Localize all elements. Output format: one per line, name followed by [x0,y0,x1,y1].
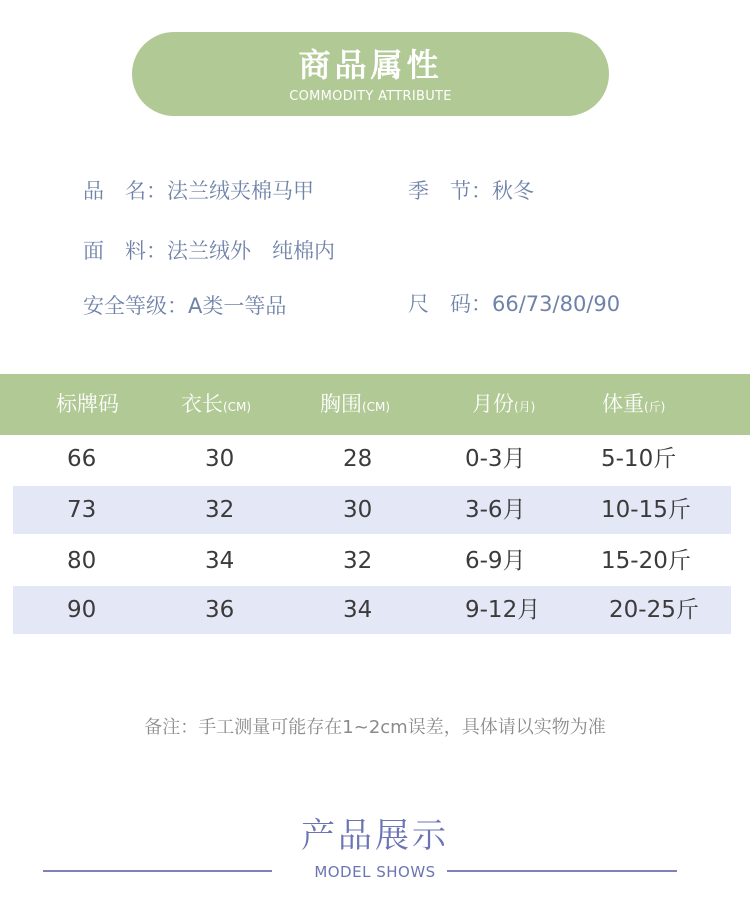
attr-fabric [83,237,335,265]
attr-value: A类一等品 [188,294,287,318]
table-cell: 15-20斤 [601,548,691,574]
attr-label: 面 料： [83,239,167,263]
section-header-attributes [132,32,609,116]
table-cell: 20-25斤 [609,597,699,623]
attr-label: 季 节： [408,179,492,203]
attr-size [408,290,620,318]
attr-label: 品 名： [83,179,167,203]
measurement-note: 备注：手工测量可能存在1~2cm误差，具体请以实物为准 [144,717,606,738]
table-cell: 66 [67,446,97,472]
table-cell: 73 [67,497,97,523]
table-cell: 3-6月 [465,497,526,523]
table-row [13,586,731,634]
table-cell: 32 [343,548,373,574]
section-title: 商品属性 [298,46,443,84]
table-header-cell: 衣长(CM) [181,392,252,416]
attr-label: 尺 码： [408,292,492,316]
attr-safety-grade [83,292,286,320]
attr-label: 安全等级： [83,294,188,318]
section-subtitle: COMMODITY ATTRIBUTE [289,89,452,104]
table-row [13,537,731,585]
table-cell: 36 [205,597,235,623]
table-cell: 34 [343,597,373,623]
showcase-subtitle: MODEL SHOWS [314,863,436,881]
table-header-cell: 标牌码 [56,392,119,416]
table-header-cell: 胸围(CM) [320,392,391,416]
table-cell: 6-9月 [465,548,526,574]
table-cell: 10-15斤 [601,497,691,523]
table-cell: 32 [205,497,235,523]
table-cell: 80 [67,548,97,574]
attr-value: 法兰绒夹棉马甲 [167,179,314,203]
table-cell: 34 [205,548,235,574]
table-row [13,486,731,534]
table-cell: 28 [343,446,373,472]
table-cell: 30 [343,497,373,523]
showcase-title: 产品展示 [301,816,449,856]
table-cell: 90 [67,597,97,623]
table-cell: 30 [205,446,235,472]
table-header-cell: 月份(月) [472,392,536,416]
table-cell: 9-12月 [465,597,541,623]
attr-value: 秋冬 [492,179,534,203]
attr-season [408,177,534,205]
table-row [13,435,731,483]
table-cell: 5-10斤 [601,446,677,472]
attr-value: 法兰绒外 纯棉内 [167,239,335,263]
attr-product-name [83,177,314,205]
attr-value: 66/73/80/90 [492,292,621,316]
table-header-cell: 体重(斤) [602,392,666,416]
table-header-row [0,374,750,435]
table-cell: 0-3月 [465,446,526,472]
